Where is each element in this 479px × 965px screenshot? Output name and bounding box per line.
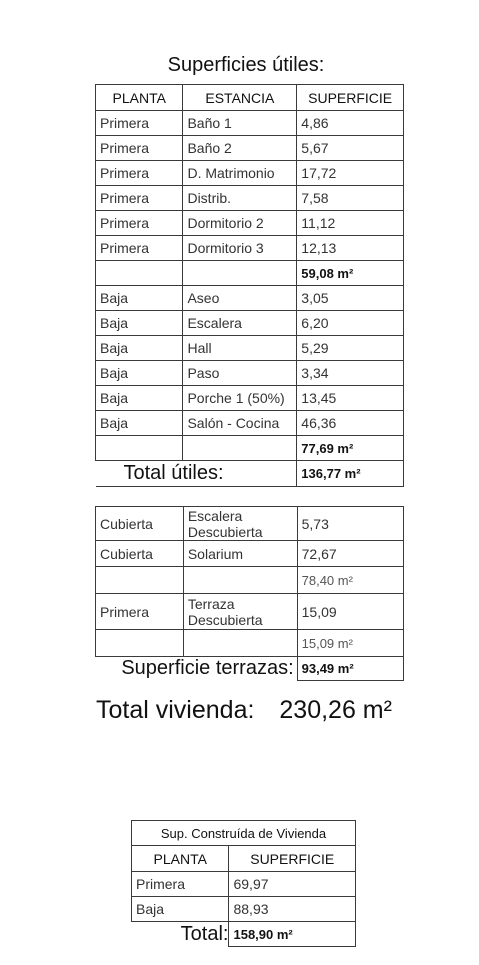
cell-superficie: 5,73 [297, 507, 403, 541]
total-utiles-label: Total útiles: [123, 462, 224, 484]
cell-planta: Baja [96, 311, 183, 336]
cell-superficie: 46,36 [297, 411, 404, 436]
cell-superficie: 12,13 [297, 236, 404, 261]
cell-estancia: Porche 1 (50%) [183, 386, 297, 411]
cell-planta: Baja [132, 897, 229, 922]
table-row [96, 311, 404, 336]
table-row [96, 386, 404, 411]
construida-title-row [132, 821, 356, 846]
cell-estancia: Aseo [183, 286, 297, 311]
cell-estancia: D. Matrimonio [183, 161, 297, 186]
cubierta-subtotal-row [96, 567, 404, 594]
table-row [96, 286, 404, 311]
total-utiles-row [96, 461, 404, 487]
cell-estancia: Baño 1 [183, 111, 297, 136]
cell-superficie: 11,12 [297, 211, 404, 236]
header-superficie: SUPERFICIE [297, 85, 404, 111]
cell-planta: Baja [96, 411, 183, 436]
cell-planta: Primera [96, 136, 183, 161]
table-row [96, 236, 404, 261]
baja-subtotal: 77,69 m² [297, 436, 404, 461]
construida-total-label: Total: [180, 922, 229, 945]
table-row [96, 411, 404, 436]
construida-header-row [132, 846, 356, 872]
cell-planta: Primera [96, 161, 183, 186]
cell-superficie: 88,93 [229, 897, 356, 922]
cell-planta: Primera [96, 186, 183, 211]
cell-planta: Primera [96, 111, 183, 136]
table-row [96, 186, 404, 211]
cell-estancia: Dormitorio 2 [183, 211, 297, 236]
header-estancia: ESTANCIA [183, 85, 297, 111]
cell-estancia: Solarium [183, 541, 297, 567]
primera-terraza-subtotal-row [96, 630, 404, 657]
total-utiles-value: 136,77 m² [297, 461, 404, 487]
superficie-terrazas-value: 93,49 m² [297, 657, 403, 681]
table-row [96, 361, 404, 386]
terrazas-table [95, 506, 404, 681]
total-vivienda [96, 696, 392, 725]
cell-planta: Primera [132, 872, 229, 897]
cell-superficie: 5,67 [297, 136, 404, 161]
cell-planta: Primera [96, 236, 183, 261]
primera-subtotal-row [96, 261, 404, 286]
cell-superficie: 6,20 [297, 311, 404, 336]
cell-superficie: 15,09 [297, 594, 403, 630]
superficies-utiles-table [95, 84, 404, 487]
cell-planta: Cubierta [96, 541, 184, 567]
cell-planta: Primera [96, 211, 183, 236]
construida-total-row [132, 922, 356, 947]
cell-superficie: 72,67 [297, 541, 403, 567]
cell-estancia: Dormitorio 3 [183, 236, 297, 261]
cell-planta: Cubierta [96, 507, 184, 541]
header-planta: PLANTA [96, 85, 183, 111]
cell-planta: Baja [96, 386, 183, 411]
construida-table [131, 820, 356, 947]
cubierta-subtotal: 78,40 m² [297, 567, 403, 594]
cell-estancia: Hall [183, 336, 297, 361]
table-header-row [96, 85, 404, 111]
construida-header-superficie: SUPERFICIE [229, 846, 356, 872]
cell-estancia: Escalera [183, 311, 297, 336]
page-title: Superficies útiles: [167, 54, 325, 76]
primera-subtotal: 59,08 m² [297, 261, 404, 286]
construida-total-value: 158,90 m² [229, 922, 356, 947]
table-row [96, 336, 404, 361]
cell-planta: Baja [96, 336, 183, 361]
table-row [132, 897, 356, 922]
cell-superficie: 4,86 [297, 111, 404, 136]
cell-superficie: 17,72 [297, 161, 404, 186]
table-row [96, 507, 404, 541]
table-row [96, 211, 404, 236]
cell-superficie: 13,45 [297, 386, 404, 411]
cell-planta: Baja [96, 361, 183, 386]
cell-estancia: Terraza Descubierta [183, 594, 297, 630]
baja-subtotal-row [96, 436, 404, 461]
total-vivienda-value: 230,26 m² [279, 696, 392, 724]
cell-estancia: Paso [183, 361, 297, 386]
cell-superficie: 3,05 [297, 286, 404, 311]
cell-estancia: Baño 2 [183, 136, 297, 161]
construida-title: Sup. Construída de Vivienda [132, 821, 356, 846]
table-row [96, 541, 404, 567]
table-row [96, 161, 404, 186]
construida-header-planta: PLANTA [132, 846, 229, 872]
primera-terraza-subtotal: 15,09 m² [297, 630, 403, 657]
cell-superficie: 5,29 [297, 336, 404, 361]
table-row [96, 594, 404, 630]
table-row [96, 111, 404, 136]
cell-superficie: 3,34 [297, 361, 404, 386]
total-vivienda-label: Total vivienda: [96, 696, 255, 724]
cell-planta: Baja [96, 286, 183, 311]
cell-estancia: Salón - Cocina [183, 411, 297, 436]
superficie-terrazas-row [96, 657, 404, 681]
cell-estancia: Escalera Descubierta [183, 507, 297, 541]
cell-planta: Primera [96, 594, 184, 630]
cell-superficie: 7,58 [297, 186, 404, 211]
cell-superficie: 69,97 [229, 872, 356, 897]
table-row [132, 872, 356, 897]
cell-estancia: Distrib. [183, 186, 297, 211]
superficie-terrazas-label: Superficie terrazas: [121, 657, 294, 680]
table-row [96, 136, 404, 161]
